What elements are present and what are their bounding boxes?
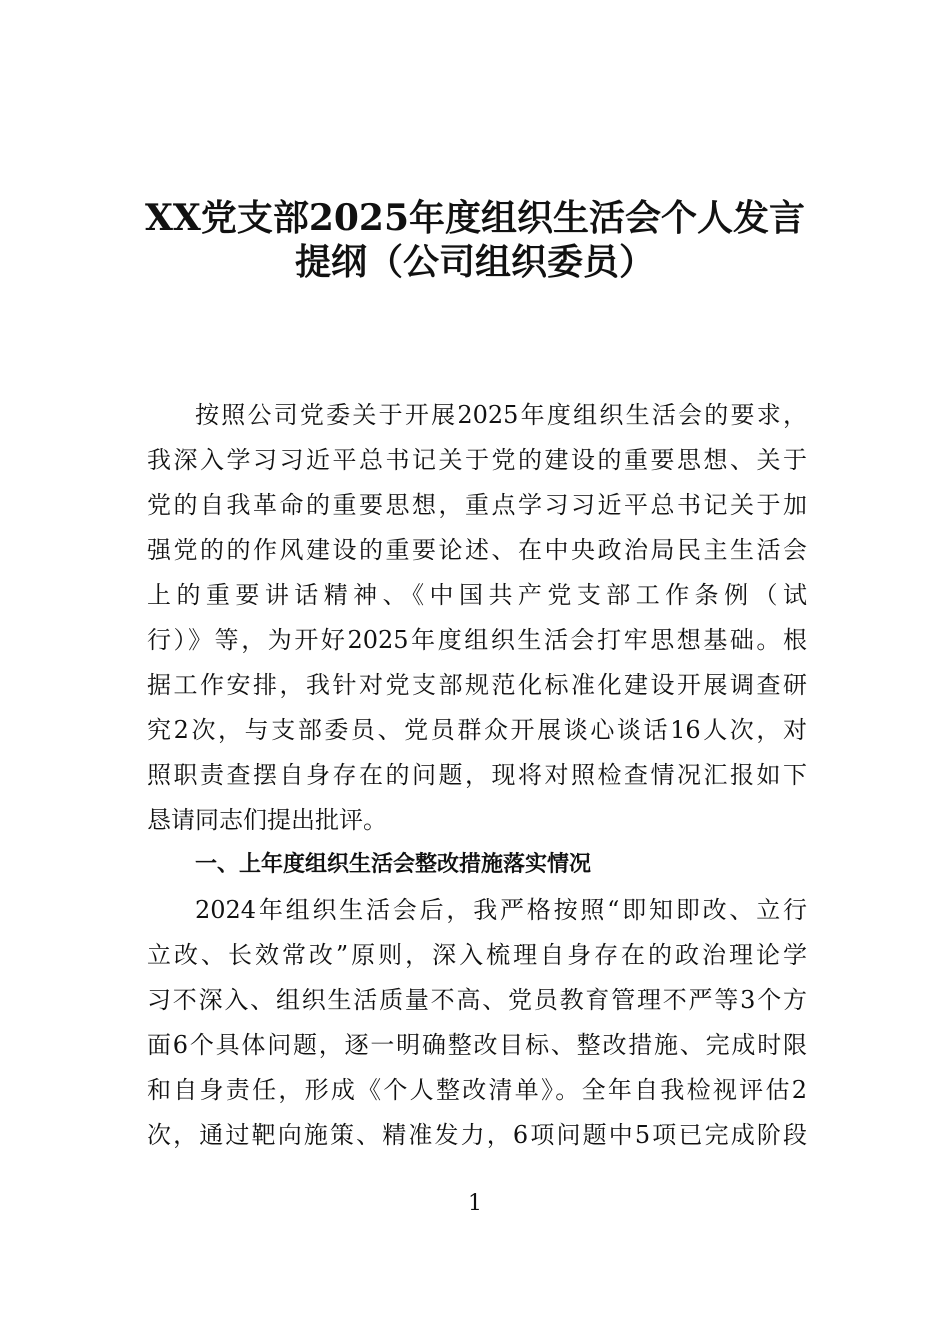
paragraph-line: 照职责查摆自身存在的问题，现将对照检查情况汇报如下 xyxy=(147,761,807,789)
document-title-line-1: XX党支部2025年度组织生活会个人发言 xyxy=(144,197,806,239)
paragraph-line: 党的自我革命的重要思想，重点学习习近平总书记关于加 xyxy=(147,491,807,519)
document-title-line-2: 提纲（公司组织委员） xyxy=(294,241,655,283)
paragraph-line: 和自身责任，形成《个人整改清单》。全年自我检视评估2 xyxy=(147,1076,807,1104)
paragraph-line: 强党的的作风建设的重要论述、在中央政治局民主生活会 xyxy=(147,536,807,564)
paragraph-line: 习不深入、组织生活质量不高、党员教育管理不严等3个方 xyxy=(147,986,807,1014)
paragraph-line: 恳请同志们提出批评。 xyxy=(147,806,387,834)
paragraph-line: 立改、长效常改”原则，深入梳理自身存在的政治理论学 xyxy=(147,941,807,969)
paragraph-line: 行）》等，为开好2025年度组织生活会打牢思想基础。根 xyxy=(147,626,807,654)
paragraph-line: 按照公司党委关于开展2025年度组织生活会的要求， xyxy=(195,401,807,429)
paragraph-line: 据工作安排，我针对党支部规范化标准化建设开展调查研 xyxy=(147,671,807,699)
paragraph-line: 面6个具体问题，逐一明确整改目标、整改措施、完成时限 xyxy=(147,1031,807,1059)
section-heading-1: 一、上年度组织生活会整改措施落实情况 xyxy=(195,852,592,877)
paragraph-line: 我深入学习习近平总书记关于党的建设的重要思想、关于 xyxy=(147,446,807,474)
paragraph-line: 次，通过靶向施策、精准发力，6项问题中5项已完成阶段 xyxy=(147,1121,807,1149)
paragraph-line: 究2次，与支部委员、党员群众开展谈心谈话16人次，对 xyxy=(147,716,807,744)
paragraph-line: 上的重要讲话精神、《中国共产党支部工作条例（试 xyxy=(147,581,807,609)
paragraph-line: 2024年组织生活会后，我严格按照“即知即改、立行 xyxy=(195,896,807,924)
page-number: 1 xyxy=(468,1191,482,1216)
